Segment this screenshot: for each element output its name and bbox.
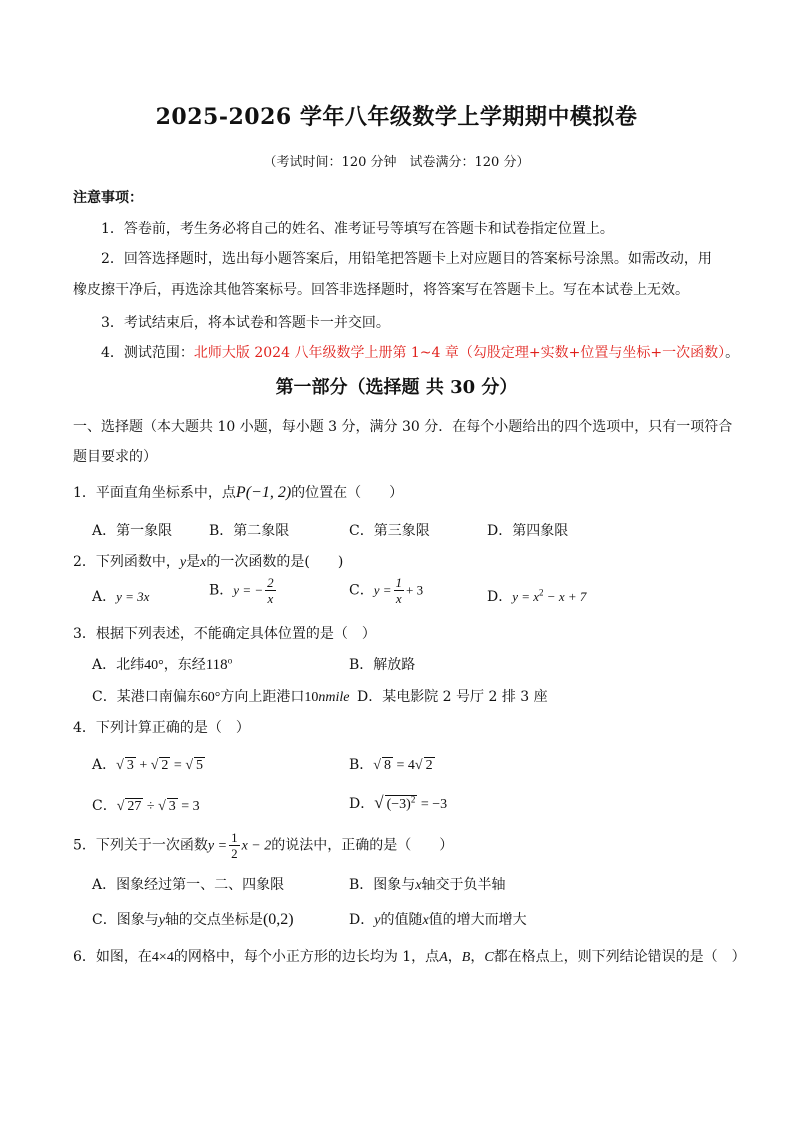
q5-f-num: 1 (231, 830, 238, 845)
q4-c-r2: 3 (168, 799, 176, 814)
q4-d-label: D． (349, 796, 375, 812)
q3-option-d[interactable]: D．某电影院 2 号厅 2 排 3 座 (357, 689, 548, 705)
note-2-line2: 橡皮擦干净后，再选涂其他答案标号。回答非选择题时，将答案写在答题卡上。写在本试卷上无效。 (73, 282, 689, 298)
question-4-stem: 4．下列计算正确的是（ ） (73, 720, 250, 736)
q5-d-b: 的值随 (380, 912, 423, 928)
q5-d-c: 值的增大而增大 (428, 912, 527, 928)
q4-c-eq: = 3 (177, 799, 200, 814)
section-instructions-line1: 一、选择题（本大题共 10 小题，每小题 3 分，满分 30 分．在每个小题给出的四个选项中，只有一项符合 (73, 419, 733, 435)
q5-option-c[interactable] (92, 909, 294, 929)
q3-option-b[interactable]: B．解放路 (349, 657, 416, 673)
q5-f-rhs: x − 2 (241, 838, 272, 854)
q4-c-div: ÷ (143, 799, 159, 814)
section-instructions-line2: 题目要求的） (73, 449, 157, 465)
q4-option-a[interactable]: A．√ 3 + √ 2 = √ 5 (92, 757, 203, 773)
q6-point-b: B (461, 950, 471, 965)
part1-title: 第一部分（选择题 共 30 分） (275, 377, 518, 398)
q2-d-label: D． (487, 589, 513, 605)
q6-sep1: ， (447, 949, 462, 965)
q3-c-unit: nmile (318, 690, 350, 705)
q3-option-c[interactable] (92, 686, 349, 706)
q6-stem-a: 6．如图，在 (73, 949, 152, 965)
q6-point-a: A (439, 950, 448, 965)
q2-c-label: C． (349, 582, 374, 599)
q6-stem-b: 的网格中，每个小正方形的边长均为 1，点 (173, 949, 440, 965)
q2-option-b[interactable] (209, 576, 278, 605)
notes-heading: 注意事项： (73, 190, 143, 206)
q5-c-b: 轴的交点坐标是 (164, 912, 263, 928)
q5-option-b[interactable] (349, 874, 506, 894)
q2-d-rhs: − x + 7 (543, 589, 587, 604)
q4-d-eq: = −3 (417, 797, 448, 812)
q1-stem-a: 1．平面直角坐标系中，点 (73, 485, 236, 501)
q5-stem-b: 的说法中，正确的是（ ） (271, 837, 454, 854)
q4-a-label: A． (92, 757, 117, 773)
q5-b-b: 轴交于负半轴 (421, 877, 506, 893)
q2-c-den: x (395, 591, 402, 606)
q4-a-r1: 3 (126, 758, 134, 773)
q4-d-exp: 2 (410, 794, 416, 805)
q4-d-inner: (−3) (386, 797, 411, 812)
q2-option-a[interactable] (92, 586, 149, 606)
q4-option-d[interactable]: D．√ $(-3)^2 = -3$ (349, 793, 448, 812)
q4-a-plus: + (135, 758, 151, 773)
q6-point-c: C (484, 950, 494, 965)
q5-c-point: (0,2) (262, 911, 294, 928)
exam-info: （考试时间：120 分钟 试卷满分：120 分） (263, 155, 530, 170)
note-4 (101, 342, 739, 362)
q3-a-text: A．北纬 (92, 657, 145, 673)
q4-c-r1: 27 (127, 799, 142, 814)
q1-option-a[interactable]: A．第一象限 (92, 523, 173, 539)
q3-option-a[interactable] (92, 654, 232, 674)
q5-f-den: 2 (231, 846, 238, 861)
question-1-stem (73, 482, 403, 502)
q3-a-lat: 40° (144, 658, 164, 673)
q1-option-c[interactable]: C．第三象限 (349, 523, 430, 539)
q3-c-text: C．某港口南偏东 (92, 689, 201, 705)
q5-c-var: y (158, 913, 165, 928)
q2-a-math: y = 3x (116, 589, 150, 604)
q3-a-mid: ，东经 (163, 657, 206, 673)
q2-d-lhs: y = x (512, 589, 540, 604)
q3-c-mid: 方向上距港口 (220, 689, 305, 705)
q4-option-b[interactable]: B．√ 8 = 4√ 2 (349, 757, 433, 773)
q1-point: P(−1, 2) (235, 484, 292, 501)
q3-c-dist: 10 (304, 690, 319, 705)
q5-f-lhs: y = (207, 838, 228, 854)
q1-stem-b: 的位置在（ ） (291, 485, 404, 501)
q1-option-d[interactable]: D．第四象限 (487, 523, 569, 539)
q4-b-eq: = 4 (392, 758, 415, 773)
page-title: 2025-2026 学年八年级数学上学期期中模拟卷 (155, 104, 638, 130)
q2-b-den: x (267, 591, 274, 606)
note-1: 1．答卷前，考生务必将自己的姓名、准考证号等填写在答题卡和试卷指定位置上。 (101, 221, 614, 237)
q2-stem-c: 的一次函数的是( ) (206, 554, 344, 570)
q3-c-angle: 60° (200, 690, 221, 705)
q5-option-d[interactable] (349, 909, 527, 929)
q4-a-r3: 5 (196, 758, 203, 773)
note-4-prefix: 4．测试范围： (101, 345, 194, 361)
q4-option-c[interactable]: C．√ 27 ÷ √ 3 = 3 (92, 798, 200, 814)
q5-d-a: D． (349, 912, 375, 928)
q5-stem-a: 5．下列关于一次函数 (73, 837, 208, 854)
q2-c-rhs: + 3 (406, 582, 424, 598)
question-2-stem (73, 551, 343, 571)
q4-b-label: B． (349, 757, 374, 773)
question-5-stem (73, 831, 453, 860)
q2-option-d[interactable] (487, 586, 586, 606)
question-6-stem (73, 946, 746, 966)
q2-stem-a: 2．下列函数中， (73, 554, 180, 570)
q5-c-a: C．图象与 (92, 912, 159, 928)
q4-a-r2: 2 (161, 758, 169, 773)
q4-c-label: C． (92, 798, 117, 814)
q6-sep2: ， (470, 949, 485, 965)
q4-a-eq: = (170, 758, 186, 773)
q2-d-exp: 2 (539, 587, 544, 598)
q6-grid: 4×4 (151, 950, 174, 965)
q3-a-deg: o (227, 655, 233, 666)
q2-c-lhs: y = (373, 582, 392, 598)
q5-d-var1: y (374, 913, 381, 928)
test-range: 北师大版 2024 八年级数学上册第 1~4 章（勾股定理+实数+位置与坐标+一次函数） (193, 345, 726, 361)
q3-a-lon: 118 (205, 657, 228, 673)
q5-option-a[interactable]: A．图象经过第一、二、四象限 (92, 877, 285, 893)
q2-b-lhs: y = − (233, 582, 264, 598)
q5-b-a: B．图象与 (349, 877, 416, 893)
note-3: 3．考试结束后，将本试卷和答题卡一并交回。 (101, 315, 390, 331)
q2-c-num: 1 (395, 575, 403, 590)
q2-var-x: x (200, 555, 207, 570)
q2-b-num: 2 (267, 575, 274, 590)
q2-stem-b: 是 (186, 554, 201, 570)
q5-d-var2: x (422, 913, 429, 928)
q6-stem-c: 都在格点上，则下列结论错误的是（ ） (493, 949, 746, 965)
q4-b-r1: 8 (383, 758, 391, 773)
question-3-stem: 3．根据下列表述，不能确定具体位置的是（ ） (73, 626, 376, 642)
q2-a-label: A． (92, 589, 117, 605)
q2-b-label: B． (209, 582, 234, 599)
note-2-line1: 2．回答选择题时，选出每小题答案后，用铅笔把答题卡上对应题目的答案标号涂黑。如需改动，用 (101, 251, 712, 267)
q2-option-c[interactable] (349, 576, 423, 605)
q1-option-b[interactable]: B．第二象限 (209, 523, 290, 539)
q2-var-y: y (179, 555, 187, 570)
q4-b-r2: 2 (425, 758, 433, 773)
q5-b-var: x (415, 878, 422, 893)
note-4-suffix: 。 (725, 345, 740, 361)
